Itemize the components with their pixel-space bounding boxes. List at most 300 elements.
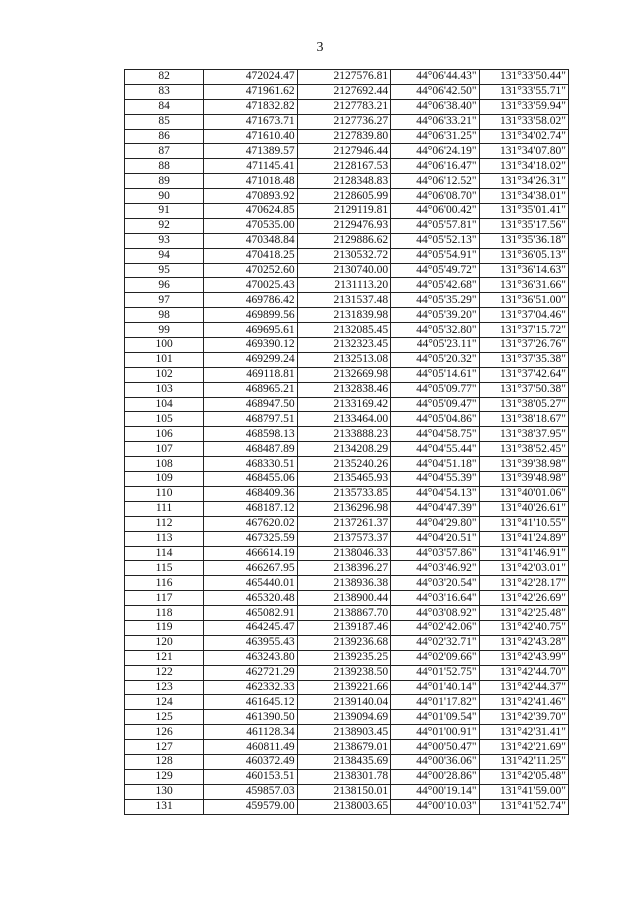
y-coordinate-cell: 2128167.53 <box>297 159 391 174</box>
table-row <box>125 338 569 353</box>
x-coordinate-cell: 468947.50 <box>204 397 298 412</box>
point-number-cell: 131 <box>125 799 204 814</box>
longitude-cell: 131°34'38.01" <box>479 189 568 204</box>
coordinates-table-body <box>125 70 569 815</box>
table-row <box>125 204 569 219</box>
x-coordinate-cell: 460153.51 <box>204 769 298 784</box>
longitude-cell: 131°42'43.99" <box>479 650 568 665</box>
y-coordinate-cell: 2134208.29 <box>297 442 391 457</box>
point-number-cell: 118 <box>125 606 204 621</box>
longitude-cell: 131°41'46.91" <box>479 546 568 561</box>
longitude-cell: 131°37'35.38" <box>479 352 568 367</box>
x-coordinate-cell: 470348.84 <box>204 233 298 248</box>
longitude-cell: 131°38'37.95" <box>479 427 568 442</box>
latitude-cell: 44°01'17.82" <box>391 695 479 710</box>
x-coordinate-cell: 470535.00 <box>204 218 298 233</box>
point-number-cell: 101 <box>125 352 204 367</box>
y-coordinate-cell: 2129476.93 <box>297 218 391 233</box>
table-row <box>125 174 569 189</box>
longitude-cell: 131°42'03.01" <box>479 561 568 576</box>
table-row <box>125 472 569 487</box>
page-number: 3 <box>316 40 324 55</box>
x-coordinate-cell: 471673.71 <box>204 114 298 129</box>
table-row <box>125 412 569 427</box>
point-number-cell: 94 <box>125 248 204 263</box>
point-number-cell: 91 <box>125 204 204 219</box>
y-coordinate-cell: 2136296.98 <box>297 501 391 516</box>
longitude-cell: 131°40'26.61" <box>479 501 568 516</box>
x-coordinate-cell: 471961.62 <box>204 84 298 99</box>
latitude-cell: 44°04'54.13" <box>391 486 479 501</box>
y-coordinate-cell: 2133169.42 <box>297 397 391 412</box>
x-coordinate-cell: 470893.92 <box>204 189 298 204</box>
point-number-cell: 86 <box>125 129 204 144</box>
x-coordinate-cell: 459579.00 <box>204 799 298 814</box>
x-coordinate-cell: 463243.80 <box>204 650 298 665</box>
latitude-cell: 44°04'58.75" <box>391 427 479 442</box>
x-coordinate-cell: 467620.02 <box>204 516 298 531</box>
point-number-cell: 90 <box>125 189 204 204</box>
longitude-cell: 131°38'52.45" <box>479 442 568 457</box>
point-number-cell: 127 <box>125 740 204 755</box>
point-number-cell: 125 <box>125 710 204 725</box>
x-coordinate-cell: 465320.48 <box>204 591 298 606</box>
table-row <box>125 70 569 85</box>
table-row <box>125 680 569 695</box>
y-coordinate-cell: 2132323.45 <box>297 338 391 353</box>
point-number-cell: 121 <box>125 650 204 665</box>
table-row <box>125 546 569 561</box>
latitude-cell: 44°02'32.71" <box>391 635 479 650</box>
y-coordinate-cell: 2132513.08 <box>297 352 391 367</box>
table-row <box>125 144 569 159</box>
longitude-cell: 131°34'07.80" <box>479 144 568 159</box>
y-coordinate-cell: 2135240.26 <box>297 457 391 472</box>
x-coordinate-cell: 459857.03 <box>204 784 298 799</box>
latitude-cell: 44°05'57.81" <box>391 218 479 233</box>
latitude-cell: 44°05'32.80" <box>391 323 479 338</box>
y-coordinate-cell: 2138003.65 <box>297 799 391 814</box>
table-row <box>125 293 569 308</box>
longitude-cell: 131°38'18.67" <box>479 412 568 427</box>
longitude-cell: 131°35'36.18" <box>479 233 568 248</box>
x-coordinate-cell: 468330.51 <box>204 457 298 472</box>
x-coordinate-cell: 461390.50 <box>204 710 298 725</box>
y-coordinate-cell: 2139094.69 <box>297 710 391 725</box>
latitude-cell: 44°03'16.64" <box>391 591 479 606</box>
table-row <box>125 695 569 710</box>
y-coordinate-cell: 2138150.01 <box>297 784 391 799</box>
x-coordinate-cell: 462721.29 <box>204 665 298 680</box>
table-row <box>125 382 569 397</box>
x-coordinate-cell: 469299.24 <box>204 352 298 367</box>
point-number-cell: 87 <box>125 144 204 159</box>
x-coordinate-cell: 471389.57 <box>204 144 298 159</box>
point-number-cell: 104 <box>125 397 204 412</box>
latitude-cell: 44°06'44.43" <box>391 70 479 85</box>
y-coordinate-cell: 2127576.81 <box>297 70 391 85</box>
x-coordinate-cell: 466614.19 <box>204 546 298 561</box>
point-number-cell: 113 <box>125 531 204 546</box>
table-row <box>125 114 569 129</box>
x-coordinate-cell: 471145.41 <box>204 159 298 174</box>
longitude-cell: 131°42'31.41" <box>479 725 568 740</box>
latitude-cell: 44°05'35.29" <box>391 293 479 308</box>
latitude-cell: 44°00'36.06" <box>391 754 479 769</box>
y-coordinate-cell: 2138679.01 <box>297 740 391 755</box>
table-row <box>125 218 569 233</box>
x-coordinate-cell: 471018.48 <box>204 174 298 189</box>
y-coordinate-cell: 2138301.78 <box>297 769 391 784</box>
point-number-cell: 97 <box>125 293 204 308</box>
longitude-cell: 131°38'05.27" <box>479 397 568 412</box>
table-row <box>125 784 569 799</box>
table-row <box>125 516 569 531</box>
latitude-cell: 44°06'12.52" <box>391 174 479 189</box>
longitude-cell: 131°36'31.66" <box>479 278 568 293</box>
point-number-cell: 82 <box>125 70 204 85</box>
longitude-cell: 131°42'41.46" <box>479 695 568 710</box>
y-coordinate-cell: 2137573.37 <box>297 531 391 546</box>
y-coordinate-cell: 2138936.38 <box>297 576 391 591</box>
point-number-cell: 106 <box>125 427 204 442</box>
x-coordinate-cell: 471610.40 <box>204 129 298 144</box>
longitude-cell: 131°34'26.31" <box>479 174 568 189</box>
y-coordinate-cell: 2130740.00 <box>297 263 391 278</box>
longitude-cell: 131°41'24.89" <box>479 531 568 546</box>
longitude-cell: 131°42'39.70" <box>479 710 568 725</box>
y-coordinate-cell: 2127839.80 <box>297 129 391 144</box>
latitude-cell: 44°01'40.14" <box>391 680 479 695</box>
latitude-cell: 44°06'00.42" <box>391 204 479 219</box>
point-number-cell: 120 <box>125 635 204 650</box>
table-row <box>125 531 569 546</box>
table-row <box>125 367 569 382</box>
longitude-cell: 131°41'10.55" <box>479 516 568 531</box>
y-coordinate-cell: 2139140.04 <box>297 695 391 710</box>
longitude-cell: 131°39'38.98" <box>479 457 568 472</box>
y-coordinate-cell: 2137261.37 <box>297 516 391 531</box>
table-row <box>125 323 569 338</box>
point-number-cell: 105 <box>125 412 204 427</box>
latitude-cell: 44°05'14.61" <box>391 367 479 382</box>
latitude-cell: 44°00'50.47" <box>391 740 479 755</box>
point-number-cell: 107 <box>125 442 204 457</box>
table-row <box>125 576 569 591</box>
x-coordinate-cell: 461645.12 <box>204 695 298 710</box>
x-coordinate-cell: 460811.49 <box>204 740 298 755</box>
table-row <box>125 159 569 174</box>
longitude-cell: 131°41'59.00" <box>479 784 568 799</box>
x-coordinate-cell: 469899.56 <box>204 308 298 323</box>
x-coordinate-cell: 464245.47 <box>204 620 298 635</box>
table-row <box>125 561 569 576</box>
y-coordinate-cell: 2138900.44 <box>297 591 391 606</box>
x-coordinate-cell: 470624.85 <box>204 204 298 219</box>
table-row <box>125 591 569 606</box>
latitude-cell: 44°05'49.72" <box>391 263 479 278</box>
longitude-cell: 131°33'59.94" <box>479 99 568 114</box>
latitude-cell: 44°06'42.50" <box>391 84 479 99</box>
latitude-cell: 44°04'29.80" <box>391 516 479 531</box>
y-coordinate-cell: 2139238.50 <box>297 665 391 680</box>
longitude-cell: 131°42'05.48" <box>479 769 568 784</box>
x-coordinate-cell: 471832.82 <box>204 99 298 114</box>
y-coordinate-cell: 2131839.98 <box>297 308 391 323</box>
y-coordinate-cell: 2132085.45 <box>297 323 391 338</box>
y-coordinate-cell: 2130532.72 <box>297 248 391 263</box>
table-row <box>125 710 569 725</box>
point-number-cell: 119 <box>125 620 204 635</box>
point-number-cell: 128 <box>125 754 204 769</box>
table-row <box>125 725 569 740</box>
point-number-cell: 102 <box>125 367 204 382</box>
point-number-cell: 116 <box>125 576 204 591</box>
point-number-cell: 130 <box>125 784 204 799</box>
longitude-cell: 131°34'02.74" <box>479 129 568 144</box>
table-row <box>125 457 569 472</box>
longitude-cell: 131°37'15.72" <box>479 323 568 338</box>
x-coordinate-cell: 469118.81 <box>204 367 298 382</box>
longitude-cell: 131°42'40.75" <box>479 620 568 635</box>
y-coordinate-cell: 2128348.83 <box>297 174 391 189</box>
x-coordinate-cell: 470418.25 <box>204 248 298 263</box>
table-row <box>125 308 569 323</box>
latitude-cell: 44°00'10.03" <box>391 799 479 814</box>
table-row <box>125 189 569 204</box>
latitude-cell: 44°06'31.25" <box>391 129 479 144</box>
longitude-cell: 131°35'01.41" <box>479 204 568 219</box>
latitude-cell: 44°04'51.18" <box>391 457 479 472</box>
y-coordinate-cell: 2138435.69 <box>297 754 391 769</box>
latitude-cell: 44°05'39.20" <box>391 308 479 323</box>
table-row <box>125 606 569 621</box>
y-coordinate-cell: 2127946.44 <box>297 144 391 159</box>
y-coordinate-cell: 2132838.46 <box>297 382 391 397</box>
table-row <box>125 665 569 680</box>
longitude-cell: 131°36'14.63" <box>479 263 568 278</box>
point-number-cell: 83 <box>125 84 204 99</box>
longitude-cell: 131°42'44.70" <box>479 665 568 680</box>
latitude-cell: 44°06'38.40" <box>391 99 479 114</box>
longitude-cell: 131°42'26.69" <box>479 591 568 606</box>
x-coordinate-cell: 463955.43 <box>204 635 298 650</box>
x-coordinate-cell: 470025.43 <box>204 278 298 293</box>
point-number-cell: 109 <box>125 472 204 487</box>
x-coordinate-cell: 467325.59 <box>204 531 298 546</box>
y-coordinate-cell: 2133888.23 <box>297 427 391 442</box>
latitude-cell: 44°06'24.19" <box>391 144 479 159</box>
y-coordinate-cell: 2127783.21 <box>297 99 391 114</box>
point-number-cell: 122 <box>125 665 204 680</box>
latitude-cell: 44°02'09.66" <box>391 650 479 665</box>
longitude-cell: 131°42'44.37" <box>479 680 568 695</box>
table-row <box>125 501 569 516</box>
point-number-cell: 100 <box>125 338 204 353</box>
y-coordinate-cell: 2138046.33 <box>297 546 391 561</box>
y-coordinate-cell: 2138867.70 <box>297 606 391 621</box>
point-number-cell: 99 <box>125 323 204 338</box>
point-number-cell: 129 <box>125 769 204 784</box>
latitude-cell: 44°00'19.14" <box>391 784 479 799</box>
x-coordinate-cell: 468187.12 <box>204 501 298 516</box>
table-row <box>125 278 569 293</box>
y-coordinate-cell: 2128605.99 <box>297 189 391 204</box>
table-row <box>125 233 569 248</box>
point-number-cell: 108 <box>125 457 204 472</box>
table-row <box>125 650 569 665</box>
x-coordinate-cell: 468487.89 <box>204 442 298 457</box>
x-coordinate-cell: 460372.49 <box>204 754 298 769</box>
table-row <box>125 427 569 442</box>
latitude-cell: 44°05'54.91" <box>391 248 479 263</box>
longitude-cell: 131°34'18.02" <box>479 159 568 174</box>
y-coordinate-cell: 2127692.44 <box>297 84 391 99</box>
x-coordinate-cell: 469786.42 <box>204 293 298 308</box>
longitude-cell: 131°33'55.71" <box>479 84 568 99</box>
latitude-cell: 44°05'20.32" <box>391 352 479 367</box>
x-coordinate-cell: 469695.61 <box>204 323 298 338</box>
table-row <box>125 129 569 144</box>
x-coordinate-cell: 468598.13 <box>204 427 298 442</box>
longitude-cell: 131°35'17.56" <box>479 218 568 233</box>
longitude-cell: 131°42'28.17" <box>479 576 568 591</box>
longitude-cell: 131°37'50.38" <box>479 382 568 397</box>
latitude-cell: 44°04'55.44" <box>391 442 479 457</box>
latitude-cell: 44°06'16.47" <box>391 159 479 174</box>
table-row <box>125 754 569 769</box>
longitude-cell: 131°33'50.44" <box>479 70 568 85</box>
latitude-cell: 44°01'09.54" <box>391 710 479 725</box>
longitude-cell: 131°37'26.76" <box>479 338 568 353</box>
y-coordinate-cell: 2133464.00 <box>297 412 391 427</box>
y-coordinate-cell: 2139235.25 <box>297 650 391 665</box>
y-coordinate-cell: 2135465.93 <box>297 472 391 487</box>
coordinates-table <box>124 69 569 815</box>
latitude-cell: 44°06'08.70" <box>391 189 479 204</box>
table-row <box>125 352 569 367</box>
y-coordinate-cell: 2139236.68 <box>297 635 391 650</box>
x-coordinate-cell: 470252.60 <box>204 263 298 278</box>
table-row <box>125 397 569 412</box>
table-row <box>125 248 569 263</box>
y-coordinate-cell: 2138396.27 <box>297 561 391 576</box>
x-coordinate-cell: 461128.34 <box>204 725 298 740</box>
latitude-cell: 44°03'57.86" <box>391 546 479 561</box>
point-number-cell: 112 <box>125 516 204 531</box>
point-number-cell: 126 <box>125 725 204 740</box>
y-coordinate-cell: 2138903.45 <box>297 725 391 740</box>
longitude-cell: 131°33'58.02" <box>479 114 568 129</box>
y-coordinate-cell: 2131537.48 <box>297 293 391 308</box>
x-coordinate-cell: 468409.36 <box>204 486 298 501</box>
point-number-cell: 96 <box>125 278 204 293</box>
table-row <box>125 620 569 635</box>
point-number-cell: 98 <box>125 308 204 323</box>
latitude-cell: 44°02'42.06" <box>391 620 479 635</box>
latitude-cell: 44°05'04.86" <box>391 412 479 427</box>
table-row <box>125 442 569 457</box>
longitude-cell: 131°42'11.25" <box>479 754 568 769</box>
longitude-cell: 131°37'42.64" <box>479 367 568 382</box>
longitude-cell: 131°39'48.98" <box>479 472 568 487</box>
y-coordinate-cell: 2135733.85 <box>297 486 391 501</box>
table-row <box>125 263 569 278</box>
table-row <box>125 486 569 501</box>
x-coordinate-cell: 465440.01 <box>204 576 298 591</box>
latitude-cell: 44°05'42.68" <box>391 278 479 293</box>
longitude-cell: 131°42'43.28" <box>479 635 568 650</box>
longitude-cell: 131°37'04.46" <box>479 308 568 323</box>
point-number-cell: 85 <box>125 114 204 129</box>
point-number-cell: 88 <box>125 159 204 174</box>
x-coordinate-cell: 466267.95 <box>204 561 298 576</box>
latitude-cell: 44°06'33.21" <box>391 114 479 129</box>
latitude-cell: 44°05'52.13" <box>391 233 479 248</box>
x-coordinate-cell: 468965.21 <box>204 382 298 397</box>
point-number-cell: 93 <box>125 233 204 248</box>
latitude-cell: 44°04'20.51" <box>391 531 479 546</box>
x-coordinate-cell: 465082.91 <box>204 606 298 621</box>
point-number-cell: 123 <box>125 680 204 695</box>
y-coordinate-cell: 2127736.27 <box>297 114 391 129</box>
table-row <box>125 99 569 114</box>
longitude-cell: 131°42'25.48" <box>479 606 568 621</box>
point-number-cell: 117 <box>125 591 204 606</box>
latitude-cell: 44°01'52.75" <box>391 665 479 680</box>
latitude-cell: 44°05'23.11" <box>391 338 479 353</box>
latitude-cell: 44°00'28.86" <box>391 769 479 784</box>
latitude-cell: 44°05'09.47" <box>391 397 479 412</box>
x-coordinate-cell: 472024.47 <box>204 70 298 85</box>
point-number-cell: 110 <box>125 486 204 501</box>
y-coordinate-cell: 2129119.81 <box>297 204 391 219</box>
point-number-cell: 103 <box>125 382 204 397</box>
table-row <box>125 799 569 814</box>
point-number-cell: 89 <box>125 174 204 189</box>
point-number-cell: 111 <box>125 501 204 516</box>
latitude-cell: 44°03'20.54" <box>391 576 479 591</box>
latitude-cell: 44°01'00.91" <box>391 725 479 740</box>
latitude-cell: 44°03'46.92" <box>391 561 479 576</box>
y-coordinate-cell: 2132669.98 <box>297 367 391 382</box>
x-coordinate-cell: 462332.33 <box>204 680 298 695</box>
y-coordinate-cell: 2129886.62 <box>297 233 391 248</box>
x-coordinate-cell: 469390.12 <box>204 338 298 353</box>
point-number-cell: 84 <box>125 99 204 114</box>
longitude-cell: 131°41'52.74" <box>479 799 568 814</box>
point-number-cell: 95 <box>125 263 204 278</box>
latitude-cell: 44°05'09.77" <box>391 382 479 397</box>
table-row <box>125 84 569 99</box>
point-number-cell: 115 <box>125 561 204 576</box>
longitude-cell: 131°36'51.00" <box>479 293 568 308</box>
longitude-cell: 131°36'05.13" <box>479 248 568 263</box>
y-coordinate-cell: 2139221.66 <box>297 680 391 695</box>
latitude-cell: 44°04'55.39" <box>391 472 479 487</box>
x-coordinate-cell: 468455.06 <box>204 472 298 487</box>
y-coordinate-cell: 2139187.46 <box>297 620 391 635</box>
longitude-cell: 131°42'21.69" <box>479 740 568 755</box>
latitude-cell: 44°04'47.39" <box>391 501 479 516</box>
table-row <box>125 740 569 755</box>
latitude-cell: 44°03'08.92" <box>391 606 479 621</box>
table-row <box>125 769 569 784</box>
longitude-cell: 131°40'01.06" <box>479 486 568 501</box>
x-coordinate-cell: 468797.51 <box>204 412 298 427</box>
table-row <box>125 635 569 650</box>
point-number-cell: 92 <box>125 218 204 233</box>
